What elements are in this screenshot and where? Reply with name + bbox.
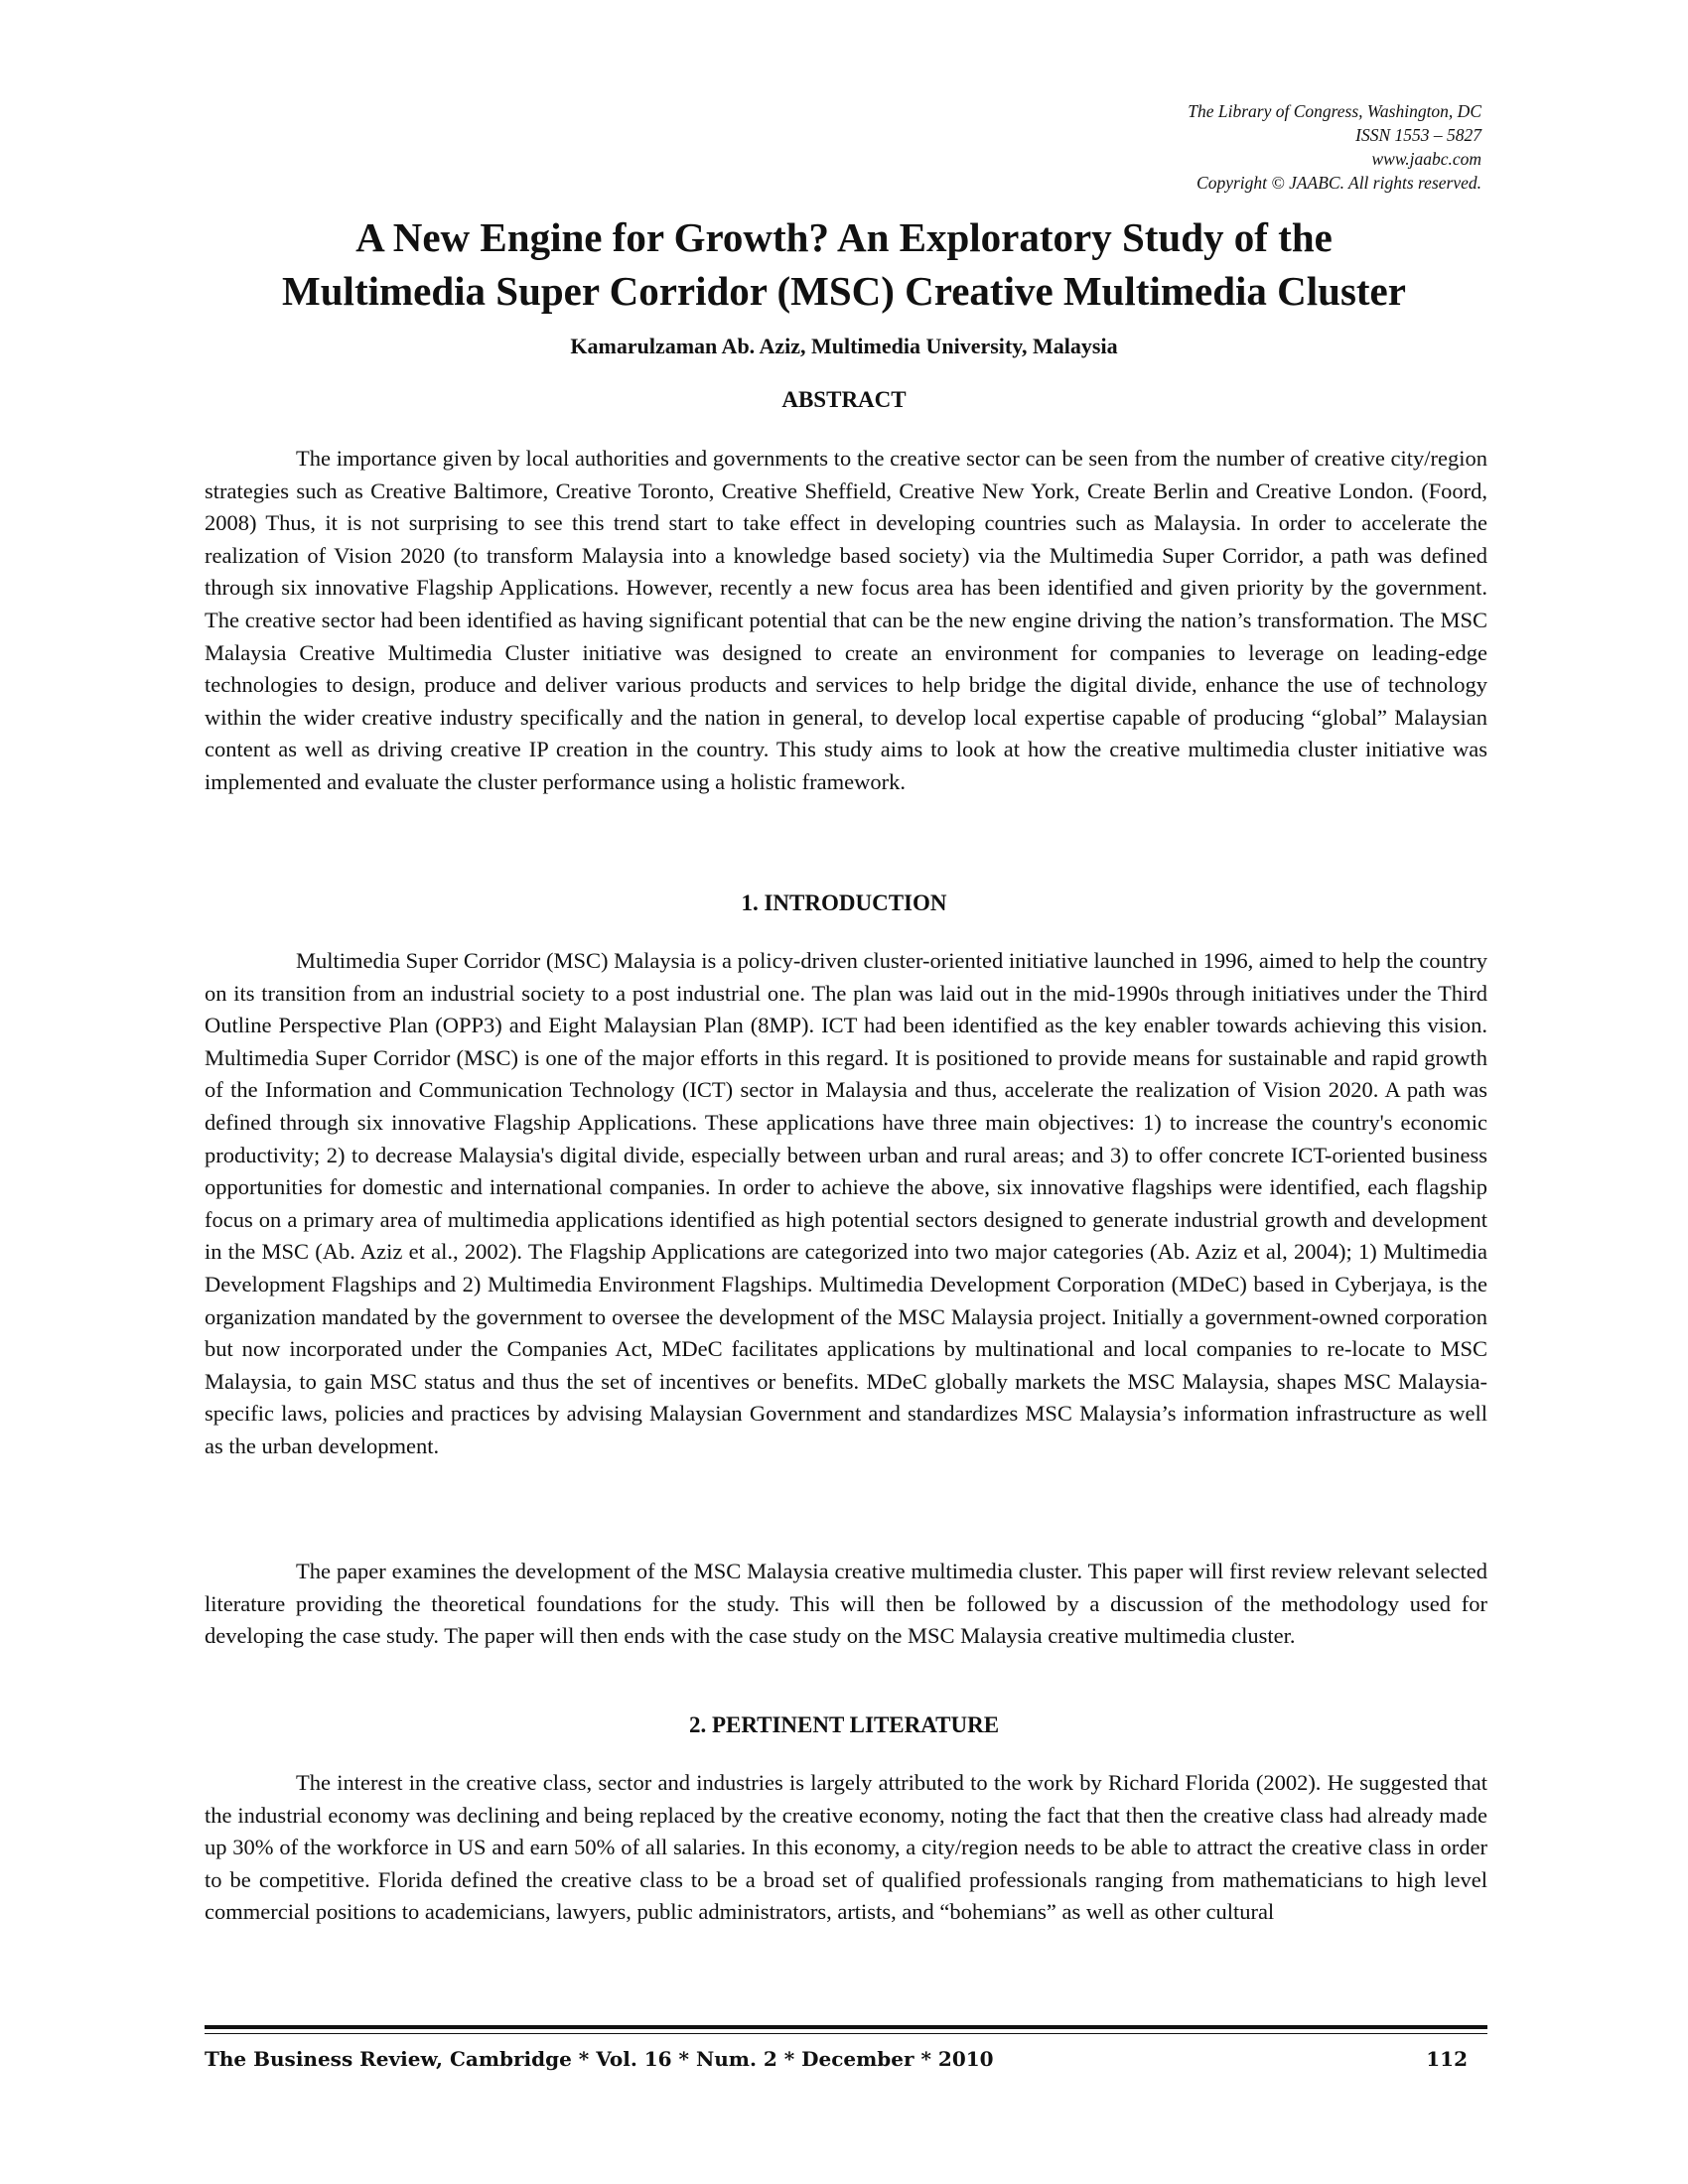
footer-journal-citation: The Business Review, Cambridge * Vol. 16 * Num. 2 * December * 2010	[205, 2047, 994, 2071]
publisher-line: The Library of Congress, Washington, DC	[1188, 101, 1481, 121]
footer-rule-thick	[205, 2025, 1487, 2029]
title-line-1: A New Engine for Growth? An Exploratory Study of the	[355, 214, 1333, 260]
introduction-heading: 1. INTRODUCTION	[741, 890, 947, 915]
website-line: www.jaabc.com	[1371, 149, 1481, 169]
author-line: Kamarulzaman Ab. Aziz, Multimedia University, Malaysia	[570, 334, 1118, 358]
issn-line: ISSN 1553 – 5827	[1355, 125, 1481, 145]
page-number: 112	[1426, 2047, 1468, 2071]
copyright-line: Copyright © JAABC. All rights reserved.	[1196, 173, 1481, 193]
journal-header-info	[1188, 99, 1481, 195]
paper-title	[179, 210, 1509, 318]
footer-rule-thin	[205, 2033, 1487, 2034]
literature-heading: 2. PERTINENT LITERATURE	[688, 1712, 1000, 1737]
introduction-paragraph-1: Multimedia Super Corridor (MSC) Malaysia is a policy-driven cluster-oriented initiative launched in 1996, aimed to help the country on its transition from an industrial society to a post industrial one. The plan was laid out in the mid-1990s through initiatives under the Third Outline Perspective Plan (OPP3) and Eight Malaysian Plan (8MP). ICT had been identified as the key enabler towards achieving this vision. Multimedia Super Corridor (MSC) is one of the major efforts in this regard. It is positioned to provide means for sustainable and rapid growth of the Information and Communication Technology (ICT) sector in Malaysia and thus, accelerate the realization of Vision 2020. A path was defined through six innovative Flagship Applications. These applications have three main objectives: 1) to increase the country's economic productivity; 2) to decrease Malaysia's digital divide, especially between urban and rural areas; and 3) to offer concrete ICT-oriented business opportunities for domestic and international companies. In order to achieve the above, six innovative flagships were identified, each flagship focus on a primary area of multimedia applications identified as high potential sectors designed to generate industrial growth and development in the MSC (Ab. Aziz et al., 2002). The Flagship Applications are categorized into two major categories (Ab. Aziz et al, 2004); 1) Multimedia Development Flagships and 2) Multimedia Environment Flagships. Multimedia Development Corporation (MDeC) based in Cyberjaya, is the organization mandated by the government to oversee the development of the MSC Malaysia project. Initially a government-owned corporation but now incorporated under the Companies Act, MDeC facilitates applications by multinational and local companies to re-locate to MSC Malaysia, to gain MSC status and thus the set of incentives or benefits. MDeC globally markets the MSC Malaysia, shapes MSC Malaysia-specific laws, policies and practices by advising Malaysian Government and standardizes MSC Malaysia’s information infrastructure as well as the urban development.	[205, 948, 1487, 1458]
introduction-paragraph-2: The paper examines the development of the MSC Malaysia creative multimedia cluster. This paper will first review relevant selected literature providing the theoretical foundations for the study. This will then be followed by a discussion of the methodology used for developing the case study. The paper will then ends with the case study on the MSC Malaysia creative multimedia cluster.	[205, 1559, 1487, 1649]
abstract-paragraph: The importance given by local authorities and governments to the creative sector can be seen from the number of creative city/region strategies such as Creative Baltimore, Creative Toronto, Creative Sheffield, Creative New York, Create Berlin and Creative London. (Foord, 2008) Thus, it is not surprising to see this trend start to take effect in developing countries such as Malaysia. In order to accelerate the realization of Vision 2020 (to transform Malaysia into a knowledge based society) via the Multimedia Super Corridor, a path was defined through six innovative Flagship Applications. However, recently a new focus area has been identified and given priority by the government. The creative sector had been identified as having significant potential that can be the new engine driving the nation’s transformation. The MSC Malaysia Creative Multimedia Cluster initiative was designed to create an environment for companies to leverage on leading-edge technologies to design, produce and deliver various products and services to help bridge the digital divide, enhance the use of technology within the wider creative industry specifically and the nation in general, to develop local expertise capable of producing “global” Malaysian content as well as driving creative IP creation in the country. This study aims to look at how the creative multimedia cluster initiative was implemented and evaluate the cluster performance using a holistic framework.	[205, 446, 1487, 794]
literature-paragraph: The interest in the creative class, sector and industries is largely attributed to the work by Richard Florida (2002). He suggested that the industrial economy was declining and being replaced by the creative economy, noting the fact that then the creative class had already made up 30% of the workforce in US and earn 50% of all salaries. In this economy, a city/region needs to be able to attract the creative class in order to be competitive. Florida defined the creative class to be a broad set of qualified professionals ranging from mathematicians to high level commercial positions to academicians, lawyers, public administrators, artists, and “bohemians” as well as other cultural	[205, 1770, 1487, 1925]
title-line-2: Multimedia Super Corridor (MSC) Creative Multimedia Cluster	[282, 268, 1406, 314]
abstract-heading: ABSTRACT	[781, 387, 907, 412]
